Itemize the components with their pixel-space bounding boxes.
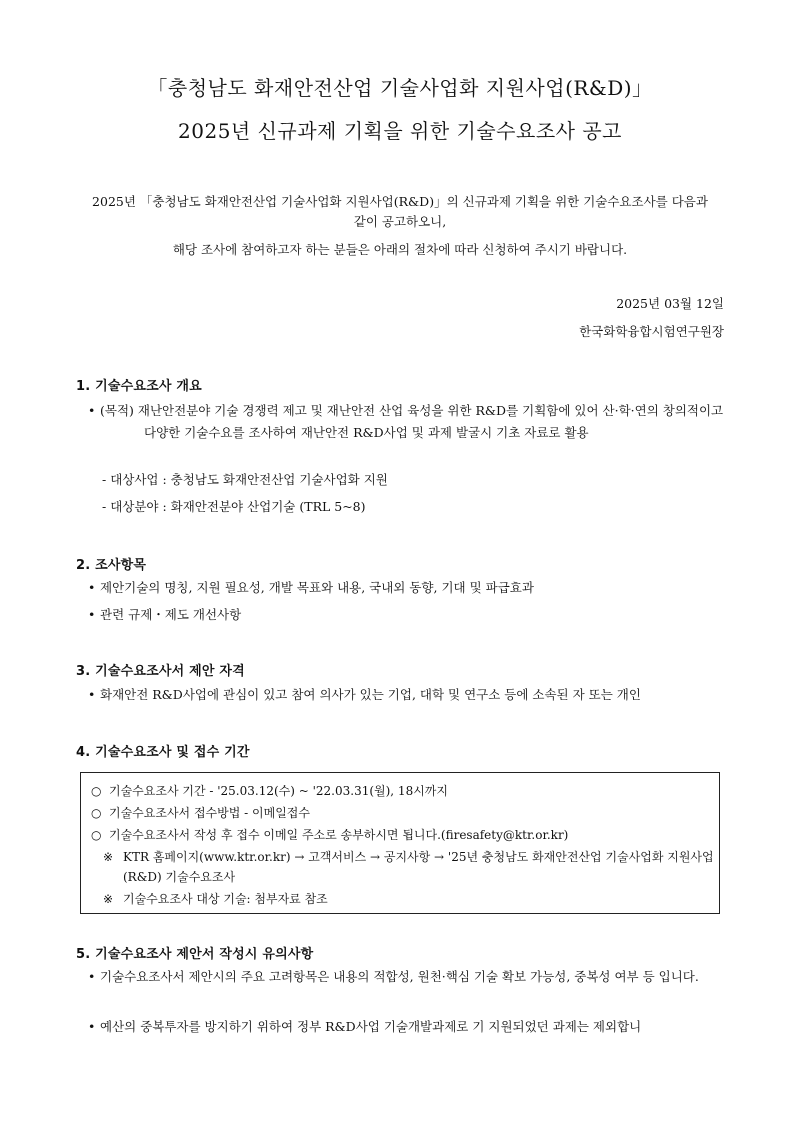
circle-mark: ○ [91,806,102,820]
section-2-bullet-2 [88,604,732,626]
email-instruction-text: 기술수요조사서 작성 후 접수 이메일 주소로 송부하시면 됩니다.(firesafety@ktr.or.kr) [109,828,569,842]
section-5-bullet-2 [88,1016,732,1038]
bullet-dot: • [88,580,96,595]
section-2-heading: 2. 조사항목 [76,558,147,573]
submission-method-text: 기술수요조사서 접수방법 - 이메일접수 [109,806,310,820]
section-5-bullet-1 [88,966,732,988]
section-1-sub-target-field: - 대상분야 : 화재안전분야 산업기술 (TRL 5~8) [102,499,366,514]
bullet-dot: • [88,607,96,622]
bullet-dot: • [88,969,96,984]
box-note-attachment [91,889,717,909]
section-5-item-1-text: 기술수요조사서 제안시의 주요 고려항목은 내용의 적합성, 원천·핵심 기술 확보 가능성, 중복성 여부 등 입니다. [100,969,699,984]
survey-period-text: 기술수요조사 기간 - '25.03.12(수) ~ '22.03.31(월), 18시까지 [109,784,448,798]
box-note-homepage [91,847,717,887]
section-2-item-1-text: 제안기술의 명칭, 지원 필요성, 개발 목표와 내용, 국내외 동향, 기대 및 파급효과 [100,580,534,595]
box-line-period [91,781,717,801]
note-mark: ※ [103,892,114,906]
circle-mark: ○ [91,784,102,798]
section-5-item-2-text: 예산의 중복투자를 방지하기 위하여 정부 R&D사업 기술개발과제로 기 지원되었던 과제는 제외합니 [100,1019,642,1034]
homepage-path-text: KTR 홈페이지(www.ktr.or.kr) → 고객서비스 → 공지사항 → '25년 충청남도 화재안전산업 기술사업화 지원사업(R&D) 기술수요조사 [123,850,714,884]
issuer-name: 한국화학융합시험연구원장 [579,324,724,339]
box-line-email [91,825,717,845]
section-4-heading: 4. 기술수요조사 및 접수 기간 [76,745,250,760]
section-2-bullet-1 [88,577,732,599]
intro-line-1: 2025년 「충청남도 화재안전산업 기술사업화 지원사업(R&D)」의 신규과제 기획을 위한 기술수요조사를 다음과 [92,194,708,209]
section-3-bullet [88,684,732,706]
note-mark: ※ [103,850,114,864]
bullet-dot: • [88,403,96,418]
circle-mark: ○ [91,828,102,842]
section-1-purpose-text: (목적) 재난안전분야 기술 경쟁력 제고 및 재난안전 산업 육성을 위한 R&D를 기획함에 있어 산·학·연의 창의적이고 다양한 기술수요를 조사하여 재난안전 R&D사업 및 과제 발굴시 기초 자료로 활용 [100,403,724,440]
attachment-note-text: 기술수요조사 대상 기술: 첨부자료 참조 [123,892,328,906]
title-line-2: 2025년 신규과제 기획을 위한 기술수요조사 공고 [178,119,622,143]
title-line-1: 「충청남도 화재안전산업 기술사업화 지원사업(R&D)」 [147,76,653,100]
bullet-dot: • [88,687,96,702]
box-line-method [91,803,717,823]
announcement-date: 2025년 03월 12일 [616,296,724,311]
intro-line-3: 해당 조사에 참여하고자 하는 분들은 아래의 절차에 따라 신청하여 주시기 바랍니다. [172,242,628,257]
section-2-item-2-text: 관련 규제・제도 개선사항 [100,607,242,622]
intro-line-2: 같이 공고하오니, [353,214,447,229]
section-5-heading: 5. 기술수요조사 제안서 작성시 유의사항 [76,947,314,962]
section-3-eligibility-text: 화재안전 R&D사업에 관심이 있고 참여 의사가 있는 기업, 대학 및 연구소 등에 소속된 자 또는 개인 [100,687,641,702]
bullet-dot: • [88,1019,96,1034]
section-1-bullet [88,400,732,444]
section-1-sub-target-project: - 대상사업 : 충청남도 화재안전산업 기술사업화 지원 [102,472,388,487]
schedule-box [80,772,720,914]
section-3-heading: 3. 기술수요조사서 제안 자격 [76,664,245,679]
section-1-heading: 1. 기술수요조사 개요 [76,379,202,394]
